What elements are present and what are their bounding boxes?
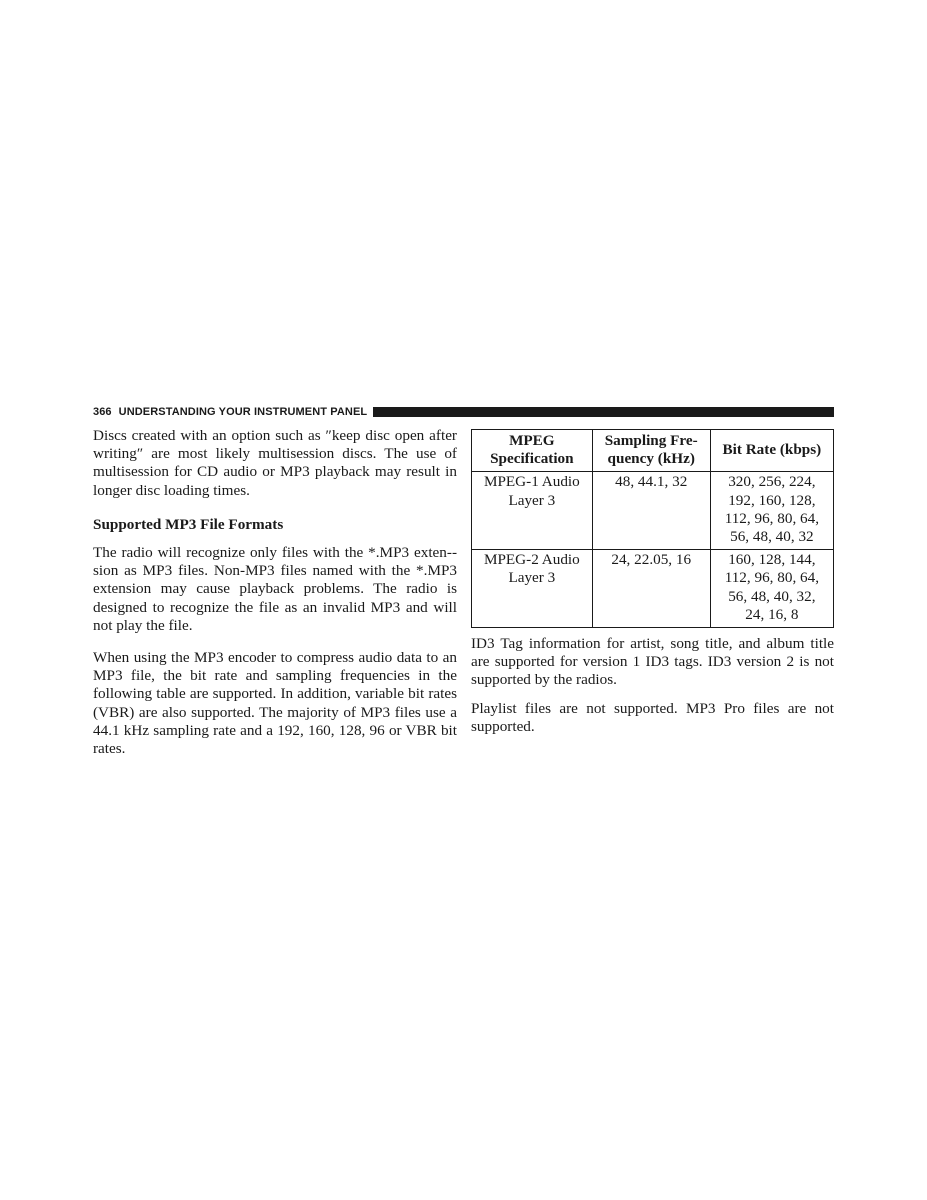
- cell-spec: MPEG-1 Audio Layer 3: [472, 472, 593, 550]
- mp3-recognition-paragraph: The radio will recognize only files with the *.MP3 exten-sion as MP3 files. Non-MP3 files named with the *.MP3 extension may cause playback problems. The radio is designed to recognize the file as an invalid MP3 and will not play the file.: [93, 544, 457, 634]
- header-mpeg-specification: MPEG Specification: [472, 430, 593, 472]
- header-rule: [373, 407, 834, 417]
- table-row: [472, 550, 834, 628]
- left-column: [93, 427, 457, 758]
- mp3-formats-heading: Supported MP3 File Formats: [93, 515, 284, 533]
- playlist-paragraph: Playlist files are not supported. MP3 Pro files are not supported.: [471, 699, 834, 735]
- section-title: UNDERSTANDING YOUR INSTRUMENT PANEL: [118, 406, 368, 418]
- table-header-row: [472, 430, 834, 472]
- cell-spec: MPEG-2 Audio Layer 3: [472, 550, 593, 628]
- multisession-paragraph: Discs created with an option such as ″keep disc open after writing″ are most likely multisession discs. The use of multisession for CD audio or MP3 playback may result in longer disc loading times.: [93, 427, 457, 499]
- cell-sampling: 48, 44.1, 32: [592, 472, 710, 550]
- id3-tag-paragraph: ID3 Tag information for artist, song title, and album title are supported for version 1 ID3 tags. ID3 version 2 is not supported by the radios.: [471, 635, 834, 689]
- cell-bitrate: 320, 256, 224, 192, 160, 128, 112, 96, 80, 64, 56, 48, 40, 32: [710, 472, 833, 550]
- page-header: [93, 405, 834, 419]
- page-number: 366: [93, 406, 112, 418]
- cell-sampling: 24, 22.05, 16: [592, 550, 710, 628]
- table-row: [472, 472, 834, 550]
- cell-bitrate: 160, 128, 144, 112, 96, 80, 64, 56, 48, 40, 32, 24, 16, 8: [710, 550, 833, 628]
- mp3-format-table: [471, 429, 834, 628]
- right-column: [471, 429, 834, 736]
- header-sampling-frequency: Sampling Fre- quency (kHz): [592, 430, 710, 472]
- mp3-encoder-paragraph: When using the MP3 encoder to compress audio data to an MP3 file, the bit rate and sampling frequencies in the following table are supported. In addition, variable bit rates (VBR) are also supported. The majority of MP3 files use a 44.1 kHz sampling rate and a 192, 160, 128, 96 or VBR bit rates.: [93, 649, 457, 758]
- header-bit-rate: Bit Rate (kbps): [710, 430, 833, 472]
